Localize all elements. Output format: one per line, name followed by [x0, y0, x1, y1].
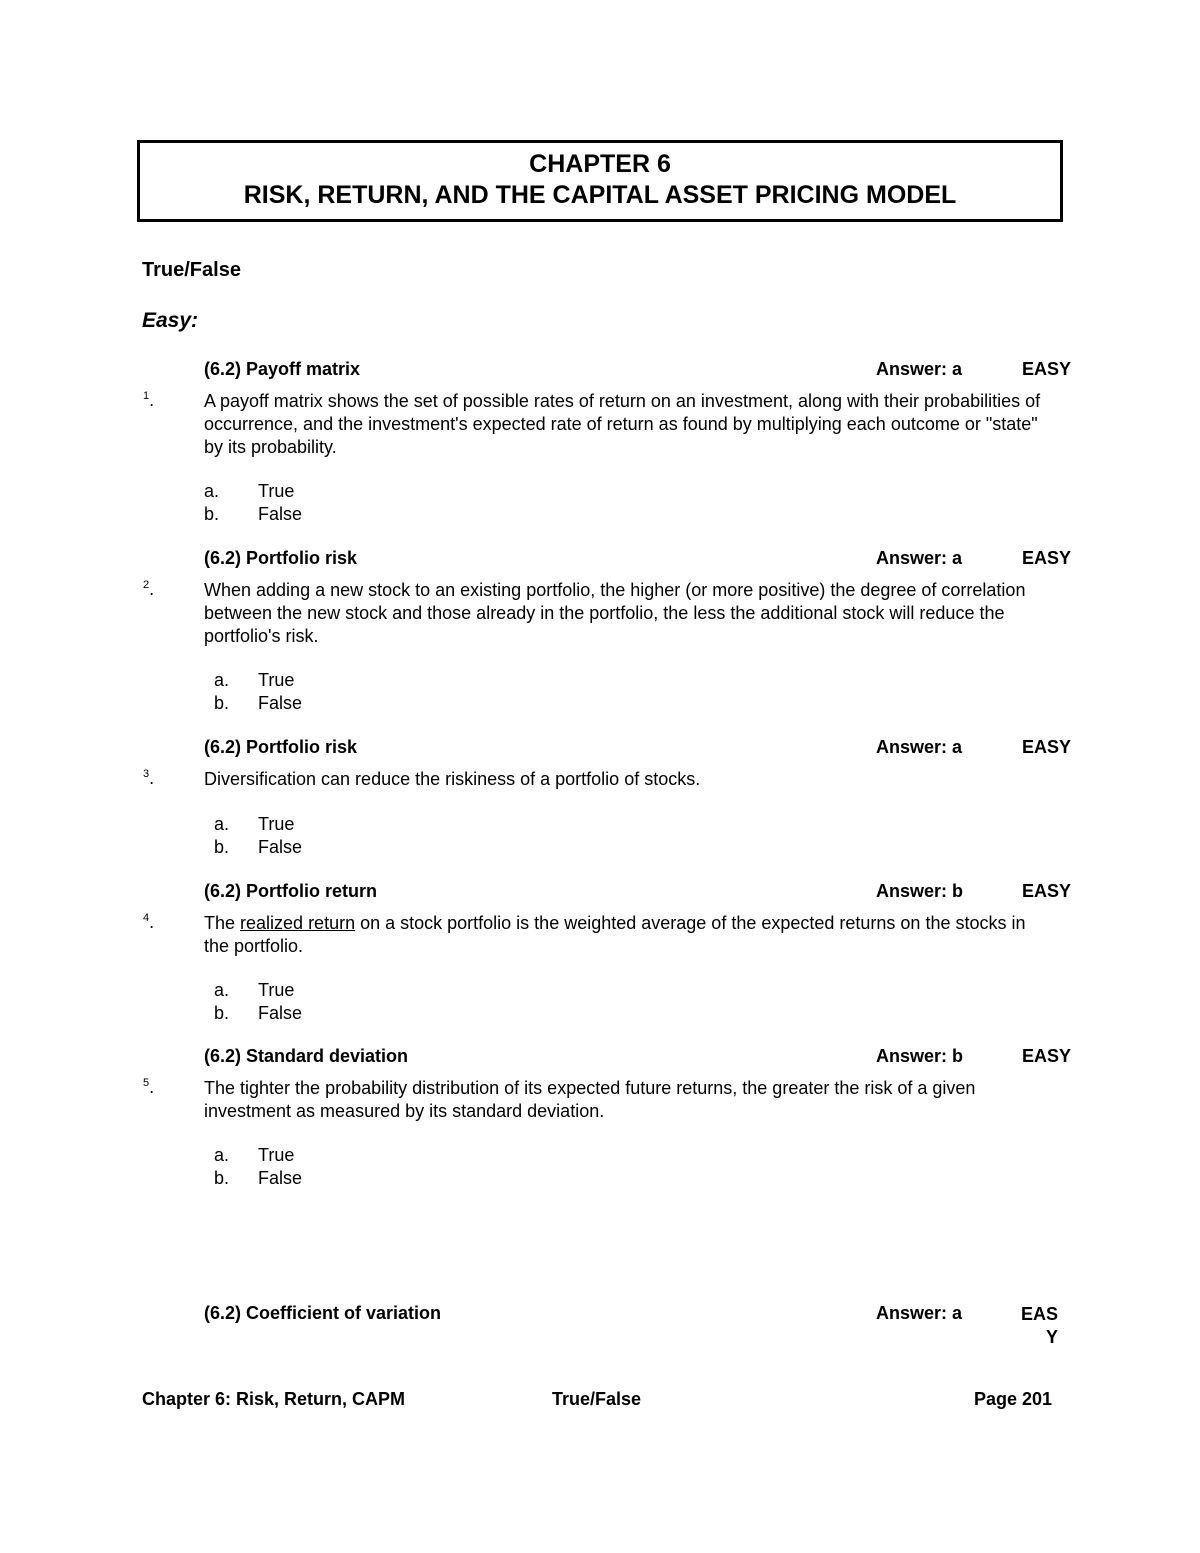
question-answer: Answer: a [876, 359, 963, 379]
question-topic: (6.2) Portfolio risk [204, 737, 358, 757]
question-level: EASY [1022, 1046, 1072, 1066]
footer-section: True/False [552, 1389, 642, 1409]
question-answer: Answer: a [876, 737, 963, 757]
question-number: $^2$. [143, 579, 155, 599]
question-answer: Answer: a [876, 548, 963, 568]
underlined-term: realized return [240, 913, 356, 933]
question-answer: Answer: a [876, 1303, 963, 1323]
question-answer: Answer: b [876, 881, 964, 901]
footer-page-number: Page 201 [974, 1389, 1053, 1409]
question-topic: (6.2) Portfolio return [204, 881, 378, 901]
question-topic: (6.2) Coefficient of variation [204, 1303, 442, 1323]
question-header [204, 1046, 1084, 1070]
question-number: $^5$. [143, 1077, 155, 1097]
question-stem: Diversification can reduce the riskiness of a portfolio of stocks. [204, 769, 701, 789]
chapter-title: RISK, RETURN, AND THE CAPITAL ASSET PRICING MODEL [243, 181, 957, 209]
question-header [204, 359, 1084, 383]
question-number: $^4$. [143, 912, 155, 932]
difficulty-heading: Easy: [142, 309, 199, 332]
question-topic: (6.2) Portfolio risk [204, 548, 358, 568]
question-answer: Answer: b [876, 1046, 964, 1066]
question-header [204, 737, 1084, 761]
question-stem: When adding a new stock to an existing portfolio, the higher (or more positive) the degree of correlation between the new stock and those already in the portfolio, the less the additional stock will reduce the portfolio's risk. [204, 580, 1026, 646]
question-level: EASY [1022, 881, 1072, 901]
question-number: $^1$. [143, 390, 155, 410]
chapter-number: CHAPTER 6 [529, 150, 671, 178]
question-stem: The tighter the probability distribution of its expected future returns, the greater the risk of a given investment as measured by its standard deviation. [204, 1078, 976, 1121]
footer-chapter: Chapter 6: Risk, Return, CAPM [142, 1389, 406, 1409]
question-stem: The realized return on a stock portfolio is the weighted average of the expected returns on the stocks in the portfolio. [204, 913, 1026, 956]
question-level: EASY [1022, 548, 1072, 568]
question-level: EASY [1022, 737, 1072, 757]
question-stem: A payoff matrix shows the set of possible rates of return on an investment, along with their probabilities of occurrence, and the investment's expected rate of return as found by multiplying each outcome or "state" by its probability. [204, 391, 1041, 457]
chapter-title-box [137, 140, 1063, 222]
question-number: $^3$. [143, 768, 155, 788]
question-header [204, 881, 1084, 905]
question-level: EASY [1022, 359, 1072, 379]
question-topic: (6.2) Standard deviation [204, 1046, 409, 1066]
question-level: EASY [1020, 1304, 1058, 1347]
question-topic: (6.2) Payoff matrix [204, 359, 361, 379]
section-heading: True/False [142, 259, 241, 281]
question-header [204, 548, 1084, 572]
